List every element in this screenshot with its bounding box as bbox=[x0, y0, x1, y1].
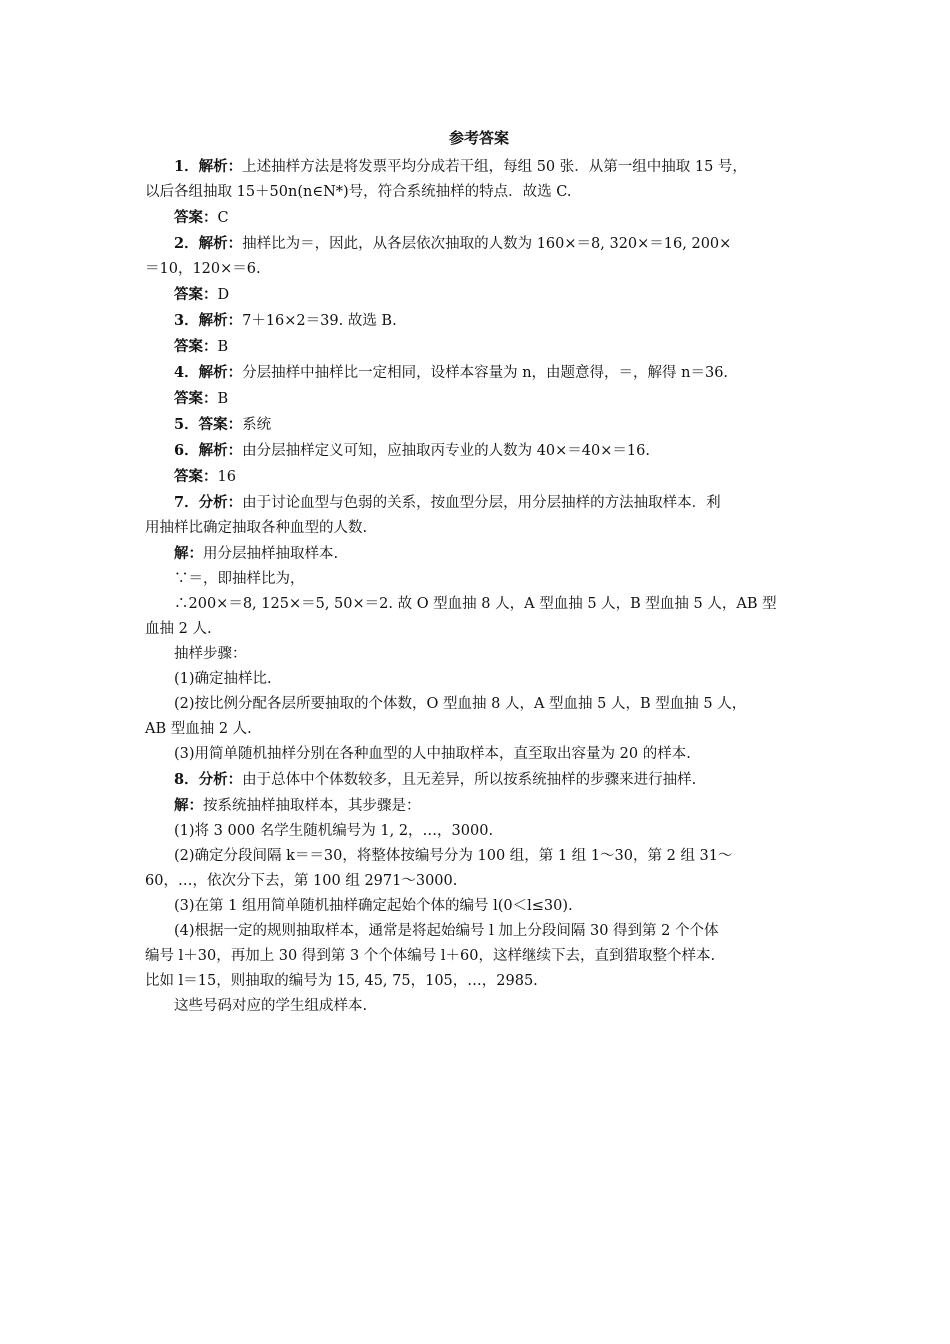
line-label: 答案： bbox=[174, 209, 218, 226]
text-line bbox=[145, 919, 813, 944]
line-text: 抽样步骤： bbox=[174, 646, 247, 662]
page-title: 参考答案 bbox=[448, 129, 509, 147]
line-text: 以后各组抽取 15＋50n(n∈N*)号，符合系统抽样的特点．故选 C. bbox=[145, 184, 572, 200]
text-line bbox=[145, 819, 813, 844]
text-line bbox=[145, 994, 813, 1019]
text-line bbox=[145, 944, 813, 969]
text-line bbox=[145, 205, 813, 231]
text-line bbox=[145, 767, 813, 793]
answer-body bbox=[145, 154, 813, 1019]
text-line bbox=[145, 844, 813, 869]
line-text: ∴200×＝8, 125×＝5, 50×＝2. 故 O 型血抽 8 人，A 型血抽 5 人，B 型血抽 5 人，AB 型 bbox=[174, 596, 777, 612]
line-text: ＝10，120×＝6. bbox=[145, 261, 261, 277]
line-label: 答案： bbox=[174, 338, 218, 355]
text-line bbox=[145, 567, 813, 592]
line-label: 2．解析： bbox=[174, 235, 243, 252]
line-text: (3)在第 1 组用简单随机抽样确定起始个体的编号 l(0＜l≤30). bbox=[174, 898, 573, 914]
text-line bbox=[145, 257, 813, 282]
line-label: 解： bbox=[174, 797, 203, 814]
line-label: 5．答案： bbox=[174, 416, 243, 433]
line-text: 比如 l＝15，则抽取的编号为 15, 45, 75，105，…，2985. bbox=[145, 973, 538, 989]
text-line bbox=[145, 516, 813, 541]
text-line bbox=[145, 642, 813, 667]
line-text: (4)根据一定的规则抽取样本，通常是将起始编号 l 加上分段间隔 30 得到第 2 个个体 bbox=[174, 923, 719, 939]
line-text: 由于讨论血型与色弱的关系，按血型分层，用分层抽样的方法抽取样本．利 bbox=[242, 495, 721, 511]
line-text: 由于总体中个体数较多，且无差异，所以按系统抽样的步骤来进行抽样. bbox=[242, 772, 697, 788]
line-text: (1)确定抽样比. bbox=[174, 671, 272, 687]
line-label: 1．解析： bbox=[174, 158, 243, 175]
text-line bbox=[145, 667, 813, 692]
line-text: 用分层抽样抽取样本. bbox=[203, 546, 339, 562]
text-line bbox=[145, 692, 813, 717]
line-text: AB 型血抽 2 人. bbox=[145, 721, 252, 737]
text-line bbox=[145, 793, 813, 819]
text-line bbox=[145, 541, 813, 567]
line-text: 分层抽样中抽样比一定相同，设样本容量为 n，由题意得，＝，解得 n＝36. bbox=[242, 365, 729, 381]
line-text: (3)用简单随机抽样分别在各种血型的人中抽取样本，直至取出容量为 20 的样本. bbox=[174, 746, 691, 762]
line-text: 系统 bbox=[242, 417, 272, 433]
text-line bbox=[145, 894, 813, 919]
line-text: 上述抽样方法是将发票平均分成若干组，每组 50 张．从第一组中抽取 15 号， bbox=[242, 159, 747, 175]
text-line bbox=[145, 308, 813, 334]
text-line bbox=[145, 154, 813, 180]
line-text: (1)将 3 000 名学生随机编号为 1, 2，…，3000. bbox=[174, 823, 494, 839]
text-line bbox=[145, 742, 813, 767]
line-text: ∵＝，即抽样比为， bbox=[174, 571, 305, 587]
line-text: B bbox=[217, 339, 229, 355]
line-text: D bbox=[217, 287, 230, 303]
line-text: 16 bbox=[217, 469, 236, 485]
line-label: 答案： bbox=[174, 390, 218, 407]
line-text: 用抽样比确定抽取各种血型的人数. bbox=[145, 520, 368, 536]
line-text: 60，…，依次分下去，第 100 组 2971～3000. bbox=[145, 873, 458, 889]
text-line bbox=[145, 438, 813, 464]
text-line bbox=[145, 282, 813, 308]
text-line bbox=[145, 464, 813, 490]
line-text: (2)确定分段间隔 k＝＝30，将整体按编号分为 100 组，第 1 组 1～30，第 2 组 31～ bbox=[174, 848, 733, 864]
text-line bbox=[145, 180, 813, 205]
line-label: 3．解析： bbox=[174, 312, 243, 329]
line-label: 答案： bbox=[174, 468, 218, 485]
text-line bbox=[145, 334, 813, 360]
line-text: 抽样比为＝，因此，从各层依次抽取的人数为 160×＝8, 320×＝16, 200× bbox=[242, 236, 732, 252]
line-label: 解： bbox=[174, 545, 203, 562]
line-label: 7．分析： bbox=[174, 494, 243, 511]
line-label: 8．分析： bbox=[174, 771, 243, 788]
text-line bbox=[145, 969, 813, 994]
line-text: 由分层抽样定义可知，应抽取丙专业的人数为 40×＝40×＝16. bbox=[242, 443, 650, 459]
text-line bbox=[145, 717, 813, 742]
line-text: 这些号码对应的学生组成样本. bbox=[174, 998, 368, 1014]
text-line bbox=[145, 869, 813, 894]
text-line bbox=[145, 386, 813, 412]
line-text: B bbox=[217, 391, 229, 407]
text-line bbox=[145, 360, 813, 386]
text-line bbox=[145, 490, 813, 516]
line-text: 按系统抽样抽取样本，其步骤是： bbox=[203, 798, 421, 814]
line-text: 7＋16×2＝39. 故选 B. bbox=[242, 313, 397, 329]
line-label: 答案： bbox=[174, 286, 218, 303]
answer-page bbox=[145, 126, 813, 1019]
line-text: (2)按比例分配各层所要抽取的个体数，O 型血抽 8 人，A 型血抽 5 人，B 型血抽 5 人， bbox=[174, 696, 747, 712]
text-line bbox=[145, 231, 813, 257]
text-line bbox=[145, 592, 813, 617]
line-text: 血抽 2 人. bbox=[145, 621, 212, 637]
line-label: 4．解析： bbox=[174, 364, 243, 381]
text-line bbox=[145, 412, 813, 438]
line-label: 6．解析： bbox=[174, 442, 243, 459]
line-text: 编号 l＋30，再加上 30 得到第 3 个个体编号 l＋60，这样继续下去，直到猎取整个样本. bbox=[145, 948, 716, 964]
text-line bbox=[145, 617, 813, 642]
line-text: C bbox=[217, 210, 229, 226]
